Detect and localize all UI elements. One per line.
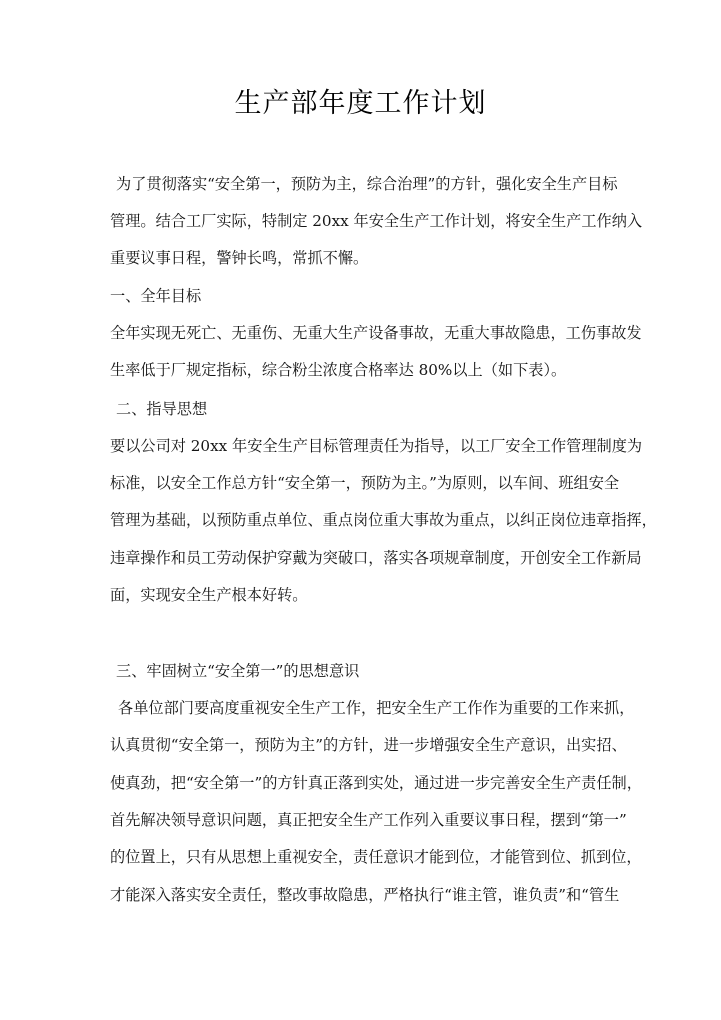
section-heading-guiding-ideology: 二、指导思想 <box>116 400 208 418</box>
paragraph-ideology-line-5: 面，实现安全生产根本好转。 <box>110 586 308 604</box>
section-heading-safety-first: 三、牢固树立“安全第一”的思想意识 <box>116 662 360 680</box>
paragraph-safety-line-3: 使真劲，把“安全第一”的方针真正落到实处，通过进一步完善安全生产责任制， <box>110 774 642 792</box>
paragraph-safety-line-6: 才能深入落实安全责任，整改事故隐患，严格执行“谁主管，谁负责”和“管生 <box>110 886 620 904</box>
paragraph-intro-line-2: 管理。结合工厂实际，特制定 20xx 年安全生产工作计划，将安全生产工作纳入 <box>110 212 643 230</box>
paragraph-safety-line-1: 各单位部门要高度重视安全生产工作，把安全生产工作作为重要的工作来抓， <box>118 699 635 717</box>
paragraph-ideology-line-4: 违章操作和员工劳动保护穿戴为突破口，落实各项规章制度，开创安全工作新局 <box>110 549 642 567</box>
paragraph-ideology-line-2: 标准，以安全工作总方针“安全第一，预防为主。”为原则，以车间、班组安全 <box>110 474 620 492</box>
paragraph-safety-line-2: 认真贯彻“安全第一，预防为主”的方针，进一步增强安全生产意识，出实招、 <box>110 736 627 754</box>
document-title: 生产部年度工作计划 <box>234 88 487 119</box>
paragraph-safety-line-4: 首先解决领导意识问题，真正把安全生产工作列入重要议事日程，摆到“第一” <box>110 811 627 829</box>
paragraph-goals-line-1: 全年实现无死亡、无重伤、无重大生产设备事故，无重大事故隐患，工伤事故发 <box>110 324 642 342</box>
section-heading-annual-goals: 一、全年目标 <box>110 287 202 305</box>
paragraph-intro-line-1: 为了贯彻落实“安全第一，预防为主，综合治理”的方针，强化安全生产目标 <box>116 175 618 193</box>
paragraph-safety-line-5: 的位置上，只有从思想上重视安全，责任意识才能到位，才能管到位、抓到位， <box>110 848 642 866</box>
paragraph-ideology-line-3: 管理为基础，以预防重点单位、重点岗位重大事故为重点，以纠正岗位违章指挥， <box>110 511 657 529</box>
paragraph-intro-line-3: 重要议事日程，警钟长鸣，常抓不懈。 <box>110 249 369 267</box>
paragraph-ideology-line-1: 要以公司对 20xx 年安全生产目标管理责任为指导，以工厂安全工作管理制度为 <box>110 437 643 455</box>
paragraph-goals-line-2: 生率低于厂规定指标，综合粉尘浓度合格率达 80%以上（如下表）。 <box>110 361 567 379</box>
